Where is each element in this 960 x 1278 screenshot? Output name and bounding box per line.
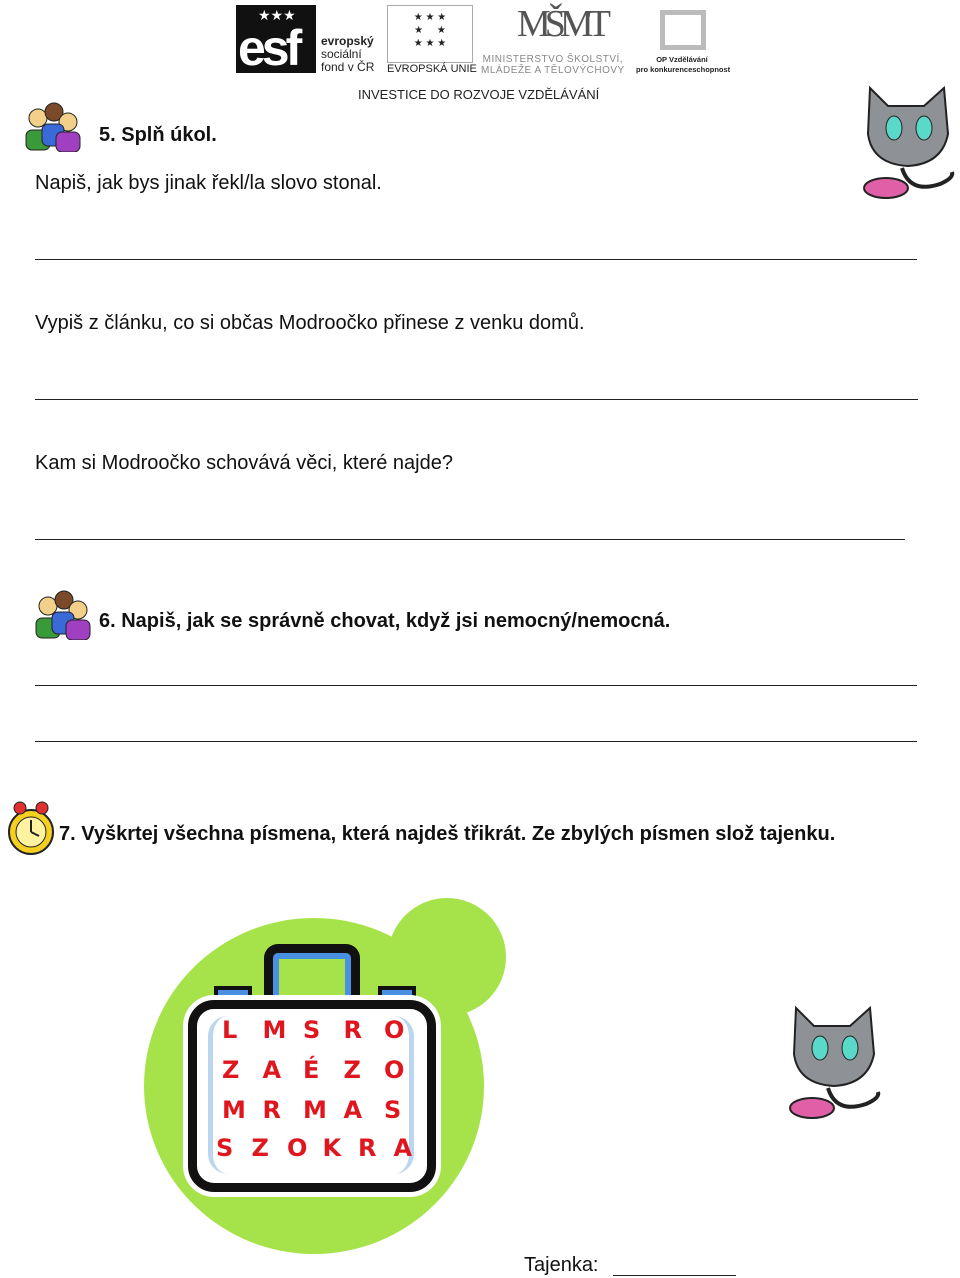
grid-letter[interactable]: Z [343,1056,361,1084]
answer-line[interactable] [35,259,917,260]
grid-letter[interactable]: M [262,1016,287,1044]
answer-line[interactable] [35,539,905,540]
grid-letter[interactable]: A [343,1096,363,1124]
task6-title: 6. Napiš, jak se správně chovat, když jsi nemocný/nemocná. [99,610,671,632]
cat-illustration [788,1004,884,1127]
task7-title: 7. Vyškrtej všechna písmena, která najdeš třikrát. Ze zbylých písmen slož tajenku. [59,823,836,845]
answer-label: Tajenka: [524,1254,599,1276]
grid-letter[interactable]: É [303,1056,320,1084]
op-text: OP Vzdělávání pro konkurenceschopnost [636,55,731,74]
task5-title: 5. Splň úkol. [99,124,217,146]
msmt-logo: MŠMT [517,3,605,45]
answer-line[interactable] [35,399,918,400]
grid-letter[interactable]: S [216,1134,234,1162]
answer-line[interactable] [35,741,917,742]
grid-letter[interactable]: M [303,1096,327,1124]
suitcase-handle [264,944,360,1004]
grid-letter[interactable]: Z [222,1056,240,1084]
task5-question-2: Vypiš z článku, co si občas Modroočko přinese z venku domů. [35,312,585,334]
esf-logo: esf ★★★ [236,5,316,73]
grid-letter[interactable]: O [287,1134,308,1162]
op-logo [660,10,706,50]
grid-letter[interactable]: A [393,1134,413,1162]
esf-text: evropský sociální fond v ČR [321,34,375,74]
grid-letter[interactable]: O [384,1056,405,1084]
grid-letter[interactable]: A [262,1056,282,1084]
children-icon [24,100,82,157]
task5-question-1: Napiš, jak bys jinak řekl/la slovo stonal. [35,172,382,194]
star-icon: ★★★ [258,7,296,23]
alarm-clock-icon [6,800,56,863]
grid-letter[interactable]: S [303,1016,321,1044]
cat-illustration [862,84,958,207]
eu-flag-logo: ★ ★ ★ ★ ★ ★ ★ ★ [387,5,473,63]
grid-letter[interactable]: R [358,1134,377,1162]
grid-letter[interactable]: S [384,1096,402,1124]
grid-letter[interactable]: O [384,1016,405,1044]
answer-line[interactable] [35,685,917,686]
children-icon [34,588,92,645]
grid-letter[interactable]: Z [251,1134,269,1162]
grid-letter[interactable]: R [343,1016,362,1044]
answer-line[interactable] [613,1275,736,1276]
grid-letter[interactable]: M [222,1096,246,1124]
task5-question-3: Kam si Modroočko schovává věci, které najde? [35,452,453,474]
msmt-text: MINISTERSTVO ŠKOLSTVÍ, MLÁDEŽE A TĚLOVÝCHOVY [481,54,625,76]
grid-letter[interactable]: L [222,1016,238,1044]
grid-letter[interactable]: R [262,1096,281,1124]
grid-letter[interactable]: K [322,1134,342,1162]
worksheet-page: esf ★★★ evropský sociální fond v ČR ★ ★ ★ ★ ★ ★ ★ ★ EVROPSKÁ UNIE MŠMT MINISTERSTVO ŠKOLSTVÍ, MLÁDEŽE A TĚLOVÝCHOVY OP Vzdělávání pro konkurenceschopnost INVESTICE DO ROZVOJE VZDĚLÁVÁNÍ 5. Splň úkol. Napiš, jak bys jinak řekl/la slovo stonal. Vypiš z článku, co si občas Modroočko přinese z venku domů. Kam si Modroočko schovává věci, které najde? 6. Napiš, jak se správně chovat, když jsi nemocný/nemocná. 7. Vyškrtej všechna písmena, která najdeš třikrát. Ze zbylých písmen slož tajenku. L M S R O Z A É Z O M R M A S S Z O K R A Tajenka: [0,0,960,1278]
